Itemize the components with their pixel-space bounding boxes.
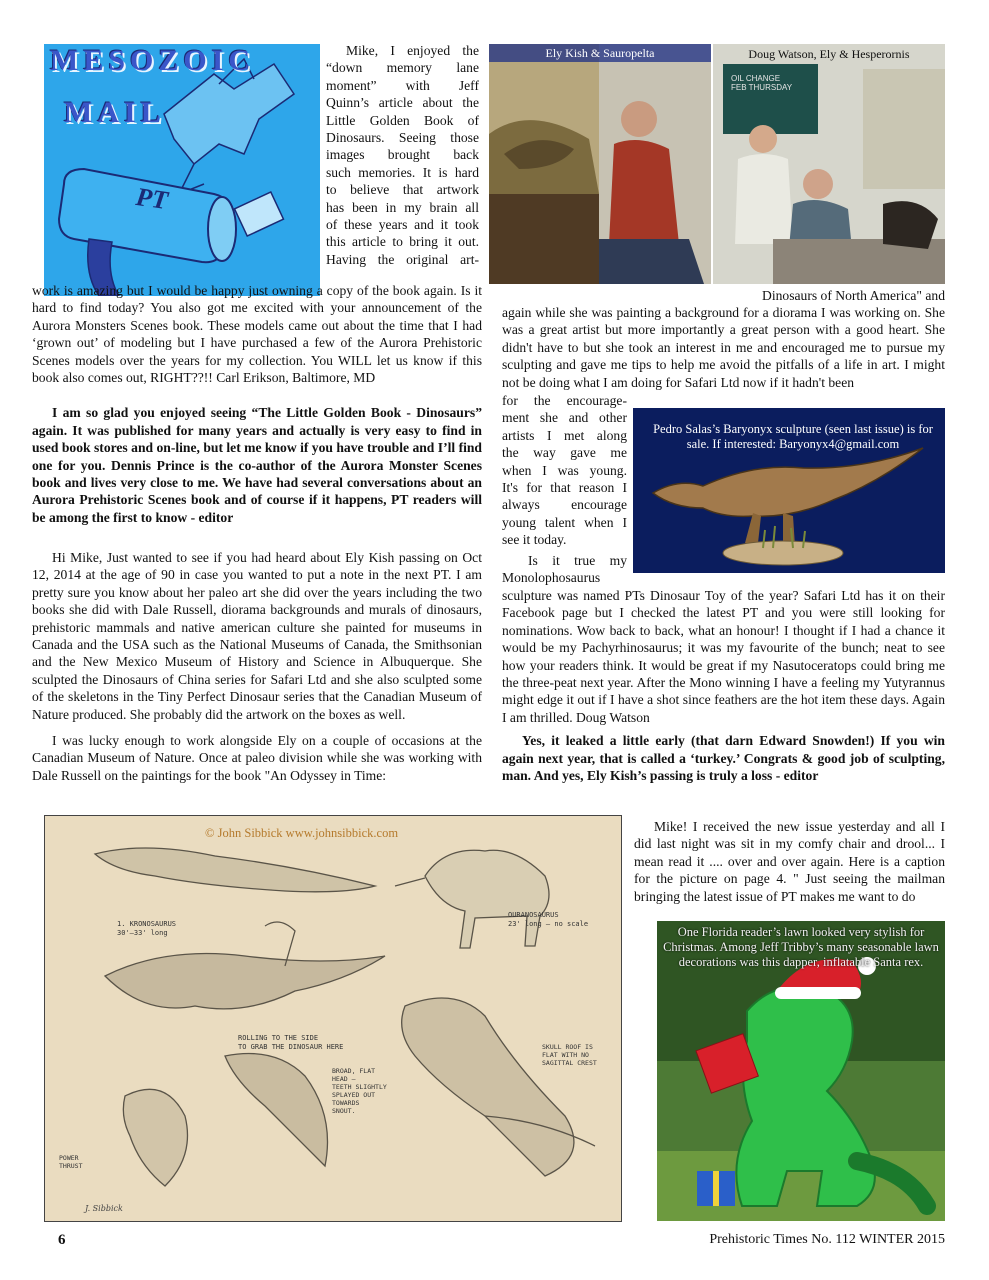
letter2-wrap-line: artists I met along [502,427,627,443]
note-broad-head: BROAD, FLAT HEAD – TEETH SLIGHTLY SPLAYED OUT TOWARDS SNOUT. [332,1067,387,1115]
letter2-question-lines [502,552,627,587]
letter1-wrap-line: this article to bring it out. [326,234,479,250]
letter2-wrap-line: for the encourage- [502,393,627,408]
note-rolling: ROLLING TO THE SIDE TO GRAB THE DINOSAUR HERE [238,1034,344,1051]
letter2-editor-reply: Yes, it leaked a little early (that darn Edward Snowden!) If you win again next year, that is called a ‘turkey.’ Congrats & good job of sculpting, man. And yes, Ely Kish’s passing is truly a loss - editor [502,733,945,784]
letter1-wrap-line: Mike, I enjoyed the [346,43,479,58]
letter1-wrap-line: Quinn’s article about the [326,95,479,111]
letter1-wrap-line: has been in my brain all [326,199,479,215]
letter2-wrap-line: the way gave me [502,445,627,461]
baryonyx-caption: Pedro Salas’s Baryonyx sculpture (seen last issue) is for sale. If interested: Baryonyx4@gmail.com [653,422,933,451]
letter2-wrap-line: young talent when I [502,514,627,530]
photo-doug-watson-ely [713,44,945,284]
mesozoic-mail-banner [44,44,320,296]
letter2-para2: I was lucky enough to work alongside Ely on a couple of occasions at the Canadian Museum of Nature. Once at paleo division while she was working with Dale Russell on the paintings for the book "An Odyssey in Time: [32,733,482,783]
letter2-wrap-column [502,392,627,549]
page-number: 6 [58,1232,66,1248]
letter3-body [634,818,945,905]
chalkboard-text: OIL CHANGE FEB THURSDAY [731,74,793,92]
letter2-wrap-line: see it today. [502,532,567,548]
note-skull-roof: SKULL ROOF IS FLAT WITH NO SAGITTAL CREST [542,1043,597,1067]
doug-watson-caption: Doug Watson, Ely & Hesperornis [748,47,910,61]
photo-ely-kish-painting [489,44,711,284]
marine-reptile-sketch [45,816,622,1222]
letter1-wrap-column [326,42,479,268]
banner-title-mesozoic: MESOZOIC [50,44,256,77]
letter2-question-text: sculpture was named PTs Dinosaur Toy of the year? Safari Ltd has it on their Facebook page but I checked the latest PT and you were still looking for nominations. Wow back to back, what an honour! I thought if I had a chance it would be my Pachyrhinosaurus; it was my favourite of the bunch; neat to see how your readers think. It would be great if my Nasutoceratops could bring me the three-peat next year. After the Mono winning I have a feeling my Yutyrannus might edge it out if I have a shot since feathers are the hot item these days. Again I am thrilled. Doug Watson [502,588,945,725]
letter1-wrap-line: of these years and it took [326,217,479,233]
letter1-wrap-line: “down memory lane [326,60,479,76]
letter2-wrap-line: It's for that reason I [502,480,627,496]
letter1-wrap-line: moment” with Jeff [326,77,479,93]
santa-rex-caption: One Florida reader’s lawn looked very stylish for Christmas. Among Jeff Tribby’s many seasonable lawn decorations was this dapper, inflatable Santa rex. [663,925,939,969]
mailbox-letters: PT [134,181,170,216]
ely-kish-scene [489,44,711,284]
letter1-editor-reply: I am so glad you enjoyed seeing “The Little Golden Book - Dinosaurs” again. It was published for many years and actually is very easy to find in used book stores and on-line, but let me know if you have trouble and I’ll find one for you. Dennis Prince is the co-author of the Aurora Monster Scenes book and lives very close to me. We have had several conversations about an Aurora Prehistoric Scenes book and of course if it happens, PT readers will be among the first to know - editor [32,405,482,525]
sibbick-signature: J. Sibbick [85,1204,123,1213]
sibbick-sketch-artwork [44,815,622,1222]
letter1-wrap-line: such memories. It is hard [326,164,479,180]
letter2-question-wrap [502,552,627,587]
letter2-continued [502,304,945,391]
letter2-para1: Hi Mike, Just wanted to see if you had heard about Ely Kish passing on Oct 12, 2014 at the age of 90 in case you wanted to put a note in the next PT. I am pretty sure you know about her paleo art she did over the years including the two books she did with Dale Russell, diorama backgrounds and murals of dinosaurs, prehistoric mammals and native american culture she painted for museums in Canada and the USA such as the National Museums of Canada, the Smithsonian and the New Mexico Museum of History and Science in Albuquerque. She sculpted the Dinosaurs of China series for Safari Ltd and she also sculpted some of the skeletons in the Tiny Perfect Dinosaur series that the Canadian Museum of Nature produced. She probably did the artwork on the boxes as well. [32,550,482,722]
photo-santa-rex [657,921,945,1221]
letter1-wrap-line: to believe that artwork [326,182,479,198]
letter1-wrap-line: Dinosaurs. Seeing those [326,130,479,146]
letter1-wrap-lines [326,42,479,268]
note-power-thrust: POWER THRUST [59,1154,83,1170]
letter2-body [32,549,482,784]
letter1-wrap-line: images brought back [326,147,479,163]
letter1-text: work is amazing but I would be happy just owning a copy of the book again. Is it hard to find today? You also got me excited with your announcement of the Aurora Monsters Scenes book. These models came out about the time that I had ‘grown out’ of modeling but I have purchased a few of the Aurora Prehistoric Scenes models over the years for my collection. You WILL let us know if this book also comes out, RIGHT??!! Carl Erikson, Baltimore, MD [32,283,482,386]
banner-title-mail: MAIL [64,96,166,129]
letter2-question-body [502,587,945,784]
letter2-question-line: Is it true my [528,553,627,568]
sibbick-credit: © John Sibbick www.johnsibbick.com [205,826,399,840]
letter2-continued-text: again while she was painting a background for a diorama I was working on. She was a great artist but more importantly a great person with a good heart. She didn't have to but she took an interest in me and encouraged me to pursue my sculpting and gave me tips to help me avoid the pitfalls of a life in art. I might not be doing what I am doing for Safari Ltd now if it hadn't been [502,305,945,390]
letter2-wrap-lines [502,392,627,549]
pterosaur-mailbox-illustration [44,44,320,296]
letter1-body [32,282,482,526]
letter2-wrap-line: ment she and other [502,410,627,426]
photo-baryonyx-sculpture [633,408,945,573]
letter2-wrap-line: when I was young. [502,462,627,478]
note-ouranosaurus: OURANOSAURUS 23' long – no scale [508,911,589,928]
letter2-question-line: Monolophosaurus [502,570,601,586]
issue-label: Prehistoric Times No. 112 WINTER 2015 [709,1232,945,1247]
letter1-wrap-line: Having the original art- [326,251,479,267]
note-kronosaurus: 1. KRONOSAURUS 30'–33' long [117,920,177,937]
letter3-text: Mike! I received the new issue yesterday and all I did last night was sit in my comfy chair and drool... I mean read it .... over and over again. Here is a caption for the picture on page 4. " Just seeing the mailman bringing the latest issue of PT makes me want to do [634,819,945,904]
letter1-wrap-line: Little Golden Book of [326,112,479,128]
letter2-wrap-line: always encourage [502,497,627,513]
ely-kish-caption: Ely Kish & Sauropelta [489,44,711,62]
letter2-continued-right: Dinosaurs of North America" and [762,288,945,303]
